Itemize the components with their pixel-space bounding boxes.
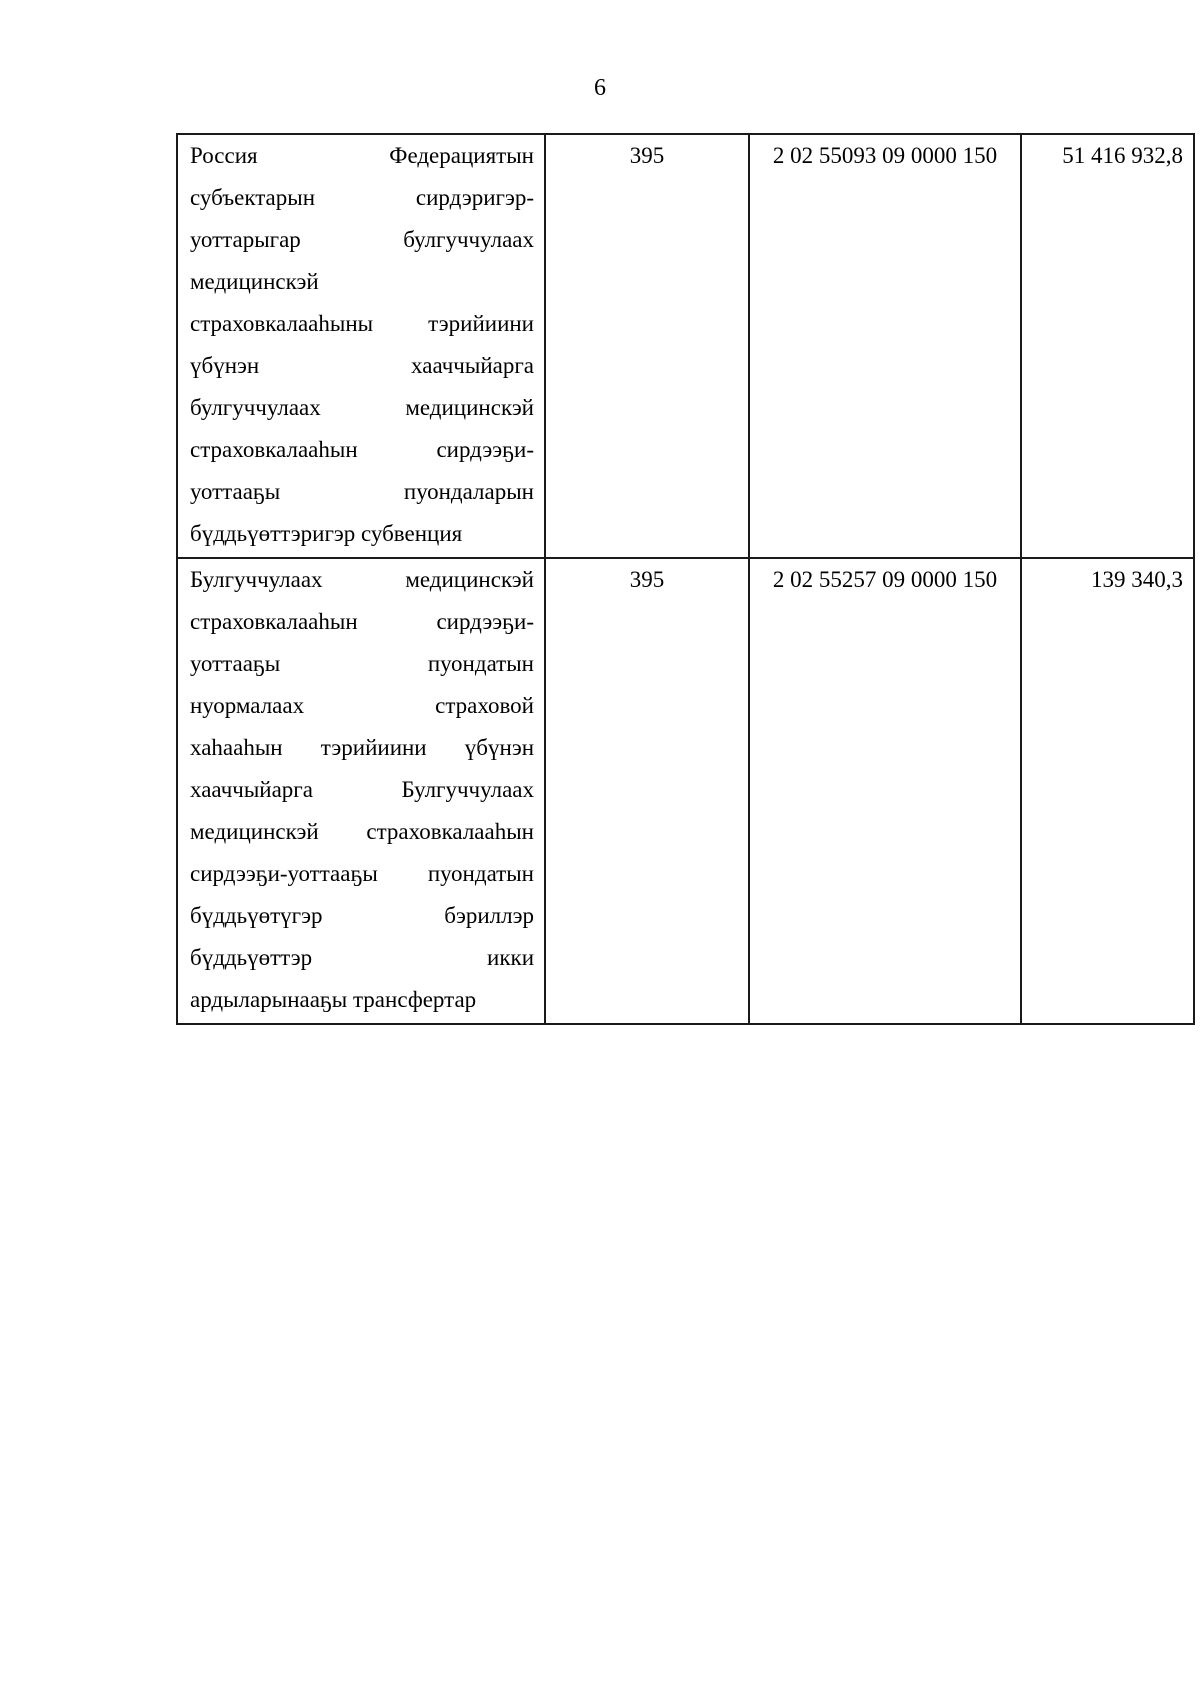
- table-cell-admin-code: 395: [545, 558, 749, 1024]
- name-line: үбүнэн хааччыйарга: [190, 353, 534, 378]
- name-line: медицинскэй страховкалааһын: [190, 819, 534, 844]
- budget-table: [176, 133, 1195, 1025]
- name-line: Булгуччулаах медицинскэй: [190, 567, 534, 592]
- row-name-lines: [190, 559, 534, 1021]
- name-line: бүддьүөттэр икки: [190, 945, 534, 970]
- table-cell-admin-code: 395: [545, 134, 749, 558]
- table-cell-amount: 51 416 932,8: [1021, 134, 1194, 558]
- table-cell-budget-code: 2 02 55093 09 0000 150: [749, 134, 1021, 558]
- name-line: Россия Федерациятын: [190, 143, 534, 168]
- name-line: сирдээҕи-уоттааҕы пуондатын: [190, 861, 534, 886]
- name-line: субъектарын сирдэригэр-: [190, 185, 534, 210]
- name-line: бүддьүөттэригэр субвенция: [190, 521, 463, 546]
- name-line: страховкалааһын сирдээҕи-: [190, 437, 534, 462]
- name-line: нуормалаах страховой: [190, 693, 534, 718]
- table-row: [177, 558, 1194, 1024]
- page-number: 6: [594, 75, 606, 101]
- table-row: [177, 134, 1194, 558]
- name-line: страховкалааһыны тэрийиини: [190, 311, 534, 336]
- name-line: булгуччулаах медицинскэй: [190, 395, 534, 420]
- table-cell-budget-code: 2 02 55257 09 0000 150: [749, 558, 1021, 1024]
- name-line: уоттааҕы пуондатын: [190, 651, 534, 676]
- name-line: медицинскэй: [190, 269, 319, 294]
- name-line: бүддьүөтүгэр бэриллэр: [190, 903, 534, 928]
- name-line: страховкалааһын сирдээҕи-: [190, 609, 534, 634]
- table-cell-name: [177, 134, 545, 558]
- table-cell-name: [177, 558, 545, 1024]
- name-line: уоттааҕы пуондаларын: [190, 479, 534, 504]
- name-line: ардыларынааҕы трансфертар: [190, 987, 477, 1012]
- table-cell-amount: 139 340,3: [1021, 558, 1194, 1024]
- name-line: хаһааһын тэрийиини үбүнэн: [190, 735, 534, 760]
- name-line: уоттарыгар булгуччулаах: [190, 227, 534, 252]
- row-name-lines: [190, 135, 534, 555]
- name-line: хааччыйарга Булгуччулаах: [190, 777, 534, 802]
